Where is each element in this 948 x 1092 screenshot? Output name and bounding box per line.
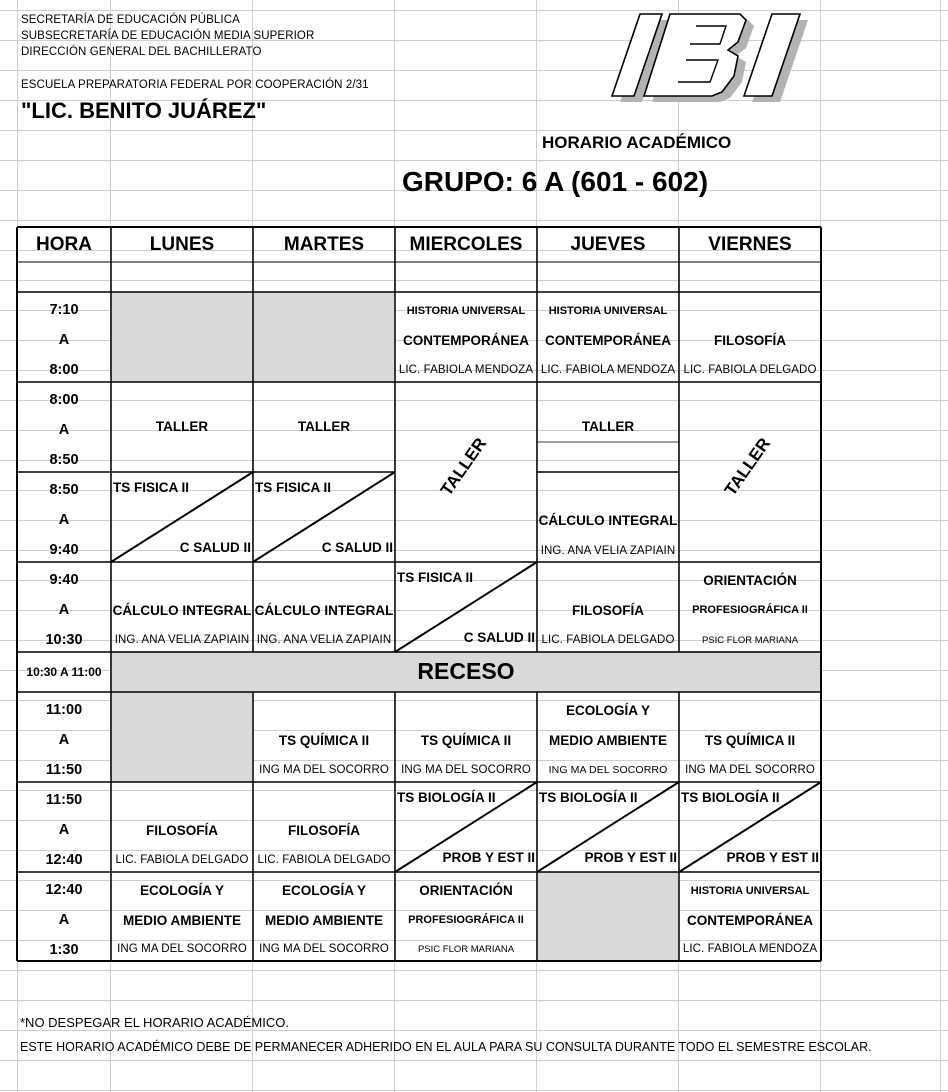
class-mar-p4: CÁLCULO INTEGRAL [254,602,394,618]
header-hora: HORA [36,233,92,255]
class-lun-p4: CÁLCULO INTEGRAL [112,602,252,618]
taller-mie-rotated: TALLER [436,434,491,500]
class-jue-p4: FILOSOFÍA [572,602,644,618]
teacher-mie-p7: PSIC FLOR MARIANA [417,943,515,955]
teacher-vie-p1: LIC. FABIOLA DELGADO [683,364,817,376]
teacher-mie-p5: ING MA DEL SOCORRO [401,764,531,776]
time-end: 12:40 [45,852,83,868]
time-sep: A [58,912,70,928]
class-mar-p7-line1: ECOLOGÍA Y [281,882,366,898]
class-mie-p5: TS QUÍMICA II [420,732,512,748]
class-vie-p1: FILOSOFÍA [714,332,786,348]
class-mar-p2: TALLER [297,418,351,434]
class-lun-p3-top: TS FISICA II [113,479,190,495]
class-jue-p1-line2: CONTEMPORÁNEA [544,332,671,348]
teacher-lun-p6: LIC. FABIOLA DELGADO [115,854,249,866]
teacher-jue-p5: ING MA DEL SOCORRO [548,764,668,776]
header-line-sep: SECRETARÍA DE EDUCACIÓN PÚBLICA [21,14,240,26]
time-sep: A [58,822,70,838]
header-school-line: ESCUELA PREPARATORIA FEDERAL POR COOPERACIÓN 2/31 [21,79,369,91]
time-sep: A [58,602,70,618]
class-lun-p6: FILOSOFÍA [146,822,218,838]
school-name: "LIC. BENITO JUÁREZ" [21,98,267,123]
receso-label: RECESO [417,658,515,684]
time-start: 9:40 [49,572,79,588]
class-jue-p6-top: TS BIOLOGÍA II [539,789,638,805]
teacher-vie-p4: PSIC FLOR MARIANA [701,634,799,646]
time-start: 11:50 [45,792,83,808]
class-vie-p4-line2: PROFESIOGRÁFICA II [692,604,808,616]
dgb-logo [600,12,820,108]
class-mie-p7-line1: ORIENTACIÓN [419,882,513,898]
header-miercoles: MIERCOLES [409,233,523,255]
class-jue-p2: TALLER [581,418,635,434]
class-mar-p3-top: TS FISICA II [255,479,332,495]
time-start: 8:50 [49,482,79,498]
class-vie-p5: TS QUÍMICA II [704,732,796,748]
class-lun-p2: TALLER [155,418,209,434]
teacher-mie-p1: LIC. FABIOLA MENDOZA [398,364,534,376]
time-end: 9:40 [49,542,79,558]
class-vie-p6-top: TS BIOLOGÍA II [681,789,780,805]
class-jue-p1-line1: HISTORIA UNIVERSAL [548,305,668,317]
class-lun-p7-line1: ECOLOGÍA Y [139,882,224,898]
header-line-subsecretaria: SUBSECRETARÍA DE EDUCACIÓN MEDIA SUPERIOR [21,30,315,42]
time-start: 12:40 [45,882,83,898]
time-sep: A [58,512,70,528]
class-vie-p7-line2: CONTEMPORÁNEA [686,912,813,928]
header-lunes: LUNES [149,233,215,255]
class-mie-p1-line2: CONTEMPORÁNEA [402,332,529,348]
class-mie-p4-top: TS FISICA II [397,569,474,585]
horario-title: HORARIO ACADÉMICO [542,133,732,152]
class-jue-p6-bottom: PROB Y EST II [584,849,677,865]
class-lun-p3-bottom: C SALUD II [179,539,251,555]
class-mar-p3-bottom: C SALUD II [321,539,393,555]
class-vie-p7-line1: HISTORIA UNIVERSAL [690,885,810,897]
teacher-mar-p4: ING. ANA VELIA ZAPIAIN [256,634,392,646]
class-mie-p1-line1: HISTORIA UNIVERSAL [406,305,526,317]
class-mar-p5: TS QUÍMICA II [278,732,370,748]
time-sep: A [58,732,70,748]
time-end: 8:50 [49,452,79,468]
time-start: 11:00 [45,702,83,718]
class-mie-p4-bottom: C SALUD II [463,629,535,645]
class-vie-p6-bottom: PROB Y EST II [726,849,819,865]
teacher-mar-p7: ING MA DEL SOCORRO [259,943,389,955]
teacher-lun-p4: ING. ANA VELIA ZAPIAIN [114,634,250,646]
teacher-mar-p5: ING MA DEL SOCORRO [259,764,389,776]
time-end: 10:30 [45,632,83,648]
teacher-mar-p6: LIC. FABIOLA DELGADO [257,854,391,866]
time-sep: A [58,422,70,438]
time-end: 8:00 [49,362,79,378]
time-start: 7:10 [49,302,79,318]
class-mar-p7-line2: MEDIO AMBIENTE [265,912,383,928]
header-line-direccion: DIRECCIÓN GENERAL DEL BACHILLERATO [21,46,262,58]
class-jue-p5-line1: ECOLOGÍA Y [565,702,650,718]
note-no-despegar: *NO DESPEGAR EL HORARIO ACADÉMICO. [20,1015,289,1030]
header-viernes: VIERNES [708,233,792,255]
class-mie-p6-bottom: PROB Y EST II [442,849,535,865]
teacher-jue-p3: ING. ANA VELIA ZAPIAIN [540,545,676,557]
teacher-jue-p4: LIC. FABIOLA DELGADO [541,634,675,646]
time-end: 11:50 [45,762,83,778]
class-mie-p7-line2: PROFESIOGRÁFICA II [408,914,524,926]
teacher-jue-p1: LIC. FABIOLA MENDOZA [540,364,676,376]
teacher-vie-p7: LIC. FABIOLA MENDOZA [682,943,818,955]
time-end: 1:30 [49,942,79,958]
receso-time: 10:30 A 11:00 [26,664,102,679]
taller-vie-rotated: TALLER [720,434,775,500]
teacher-lun-p7: ING MA DEL SOCORRO [117,943,247,955]
class-mie-p6-top: TS BIOLOGÍA II [397,789,496,805]
class-jue-p5-line2: MEDIO AMBIENTE [549,732,667,748]
header-martes: MARTES [283,233,365,255]
teacher-vie-p5: ING MA DEL SOCORRO [685,764,815,776]
class-lun-p7-line2: MEDIO AMBIENTE [123,912,241,928]
schedule-table [17,227,821,961]
note-adherido: ESTE HORARIO ACADÉMICO DEBE DE PERMANECER ADHERIDO EN EL AULA PARA SU CONSULTA DURANTE TODO EL SEMESTRE ESCOLAR. [20,1040,872,1054]
class-vie-p4-line1: ORIENTACIÓN [703,572,797,588]
class-jue-p3: CÁLCULO INTEGRAL [538,512,678,528]
time-sep: A [58,332,70,348]
header-jueves: JUEVES [570,233,646,255]
grupo-title: GRUPO: 6 A (601 - 602) [402,166,709,197]
time-start: 8:00 [49,392,79,408]
class-mar-p6: FILOSOFÍA [288,822,360,838]
